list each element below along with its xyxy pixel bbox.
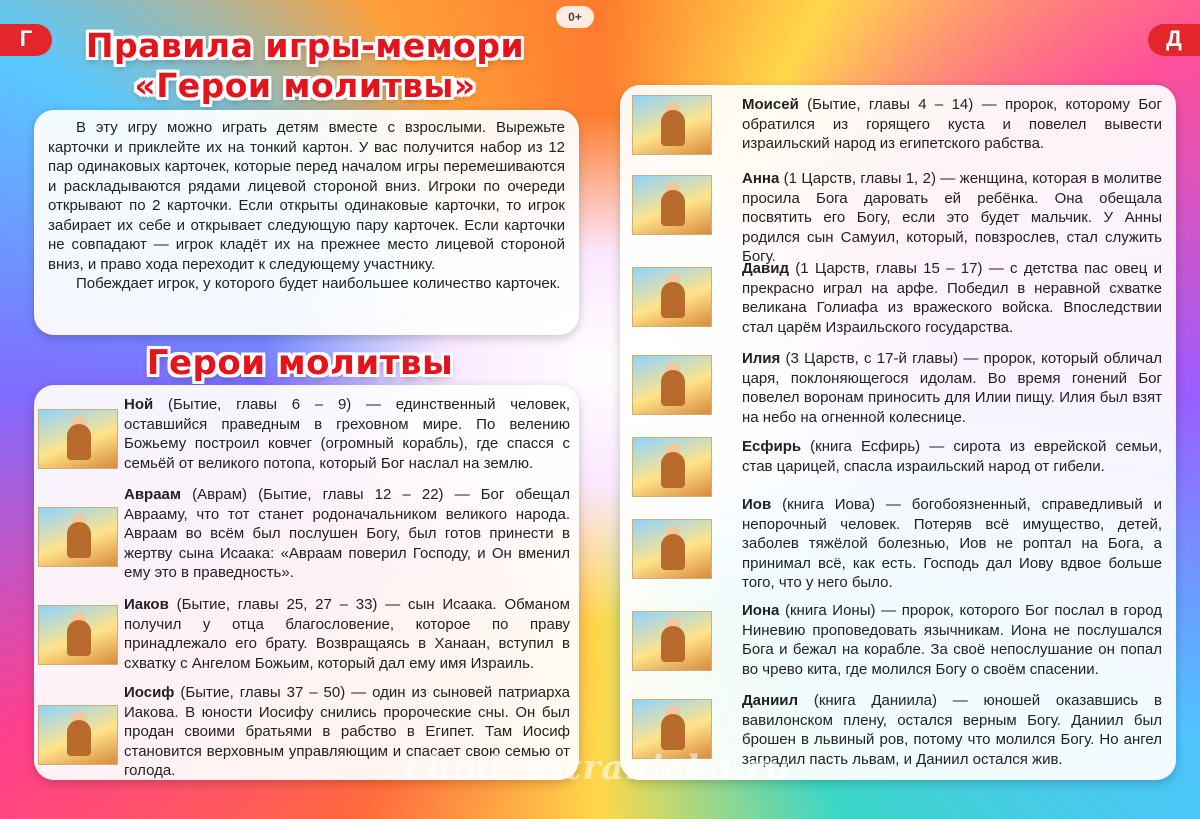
hero-text-job: Иов (книга Иова) — богобоязненный, справедливый и непорочный человек. Потеряв всё имущество, детей, заболев тяжёлой болезнью, Иов не роптал на Бога, а принимал всё, как есть. Господь дал Иову вдвое больше того, что у него было. [742, 496, 1162, 591]
age-rating-badge: 0+ [556, 6, 594, 28]
hero-text-anna: Анна (1 Царств, главы 1, 2) — женщина, которая в молитве просила Бога даровать ей ребёнка. Она обещала посвятить его Богу, если это будет мальчик. У Анны родился сын Самуил, который, повзрослев, стал служить Богу. [742, 170, 1162, 265]
anna-picture [632, 175, 712, 235]
rules-title-line2: «Герои молитвы» [134, 66, 476, 105]
moses-picture [632, 95, 712, 155]
watermark: chudesstranicka.ru [405, 748, 791, 788]
hero-text-daniel: Даниил (книга Даниила) — юношей оказавшись в вавилонском плену, остался верным Богу. Даниил был брошен в львиный ров, потому что молился Богу. Но ангел заградил пасть львам, и Даниил остался жив. [742, 692, 1162, 768]
jacob-picture [38, 605, 118, 665]
hero-text-jonah: Иона (книга Ионы) — пророк, которого Бог послал в город Ниневию проповедовать язычникам. Иона не послушался Бога и бежал на корабле. За своё непослушание он попал во чрево кита, где молился Богу о своём спасении. [742, 602, 1162, 678]
rules-title-line1: Правила игры-мемори [85, 26, 525, 65]
hero-text-noah: Ной (Бытие, главы 6 – 9) — единственный человек, оставшийся праведным в греховном мире. По велению Божьему построил ковчег (огромный корабль), где спасся с семьёй от великого потопа, который Бог наслал на землю. [124, 396, 570, 472]
hero-text-jacob: Иаков (Бытие, главы 25, 27 – 33) — сын Исаака. Обманом получил у отца благословение, которое по праву принадлежало его брату. Возвращаясь в Ханаан, вступил в схватку с Ангелом Божьим, который дал ему имя Израиль. [124, 596, 570, 672]
joseph-picture [38, 705, 118, 765]
hero-text-joseph: Иосиф (Бытие, главы 37 – 50) — один из сыновей патриарха Иакова. В юности Иосифу снились пророческие сны. Он был продан своими братьями в рабство в Египет. Там Иосиф становится верховным управляющим и спасает свою семью от голода. [124, 684, 570, 779]
rules-panel [34, 110, 579, 335]
rules-paragraph-2: Побеждает игрок, у которого будет наибольшее количество карточек. [76, 275, 561, 292]
page-letter-right: Д [1148, 24, 1200, 56]
hero-text-moses: Моисей (Бытие, главы 4 – 14) — пророк, которому Бог обратился из горящего куста и повелел вывести израильский народ из египетского рабства. [742, 96, 1162, 152]
jonah-picture [632, 611, 712, 671]
hero-text-elijah: Илия (3 Царств, с 17-й главы) — пророк, который обличал царя, поклоняющегося идолам. Во время гонений Бог повелел воронам приносить для Илии пищу. Илия был взят на небо на огненной колеснице. [742, 350, 1162, 426]
page-letter-left: Г [0, 24, 52, 56]
hero-text-david: Давид (1 Царств, главы 15 – 17) — с детства пас овец и прекрасно играл на арфе. Победил в неравной схватке великана Голиафа из вражеского войска. Впоследствии стал царём Израильского государства. [742, 260, 1162, 336]
job-picture [632, 519, 712, 579]
hero-text-abraham: Авраам (Аврам) (Бытие, главы 12 – 22) — Бог обещал Аврааму, что тот станет родоначальником великого народа. Авраам во всём был послушен Богу, был готов принести в жертву сына Исаака: «Авраам поверил Господу, и Он вменил ему это в праведность». [124, 486, 570, 581]
esther-picture [632, 437, 712, 497]
abraham-picture [38, 507, 118, 567]
heroes-left-panel [34, 385, 579, 780]
rules-title [70, 26, 540, 106]
hero-text-esther: Есфирь (книга Есфирь) — сирота из еврейской семьи, став царицей, спасла израильский народ от гибели. [742, 438, 1162, 475]
rules-paragraph-1: В эту игру можно играть детям вместе с взрослыми. Вырежьте карточки и приклейте их на тонкий картон. У вас получится набор из 12 пар одинаковых карточек, которые перед началом игры перемешиваются и раскладываются рядами лицевой стороной вниз. Игроки по очереди открывают по 2 карточки. Если открыты одинаковые карточки, то игрок забирает их себе и открывает следующую пару карточек. Если карточки не совпадают — игрок кладёт их на прежнее место лицевой стороной вниз, и право хода переходит к следующему участнику. [48, 119, 565, 273]
heroes-right-panel [620, 85, 1176, 780]
elijah-picture [632, 355, 712, 415]
noah-picture [38, 409, 118, 469]
david-picture [632, 267, 712, 327]
heroes-title: Герои молитвы [146, 343, 454, 383]
